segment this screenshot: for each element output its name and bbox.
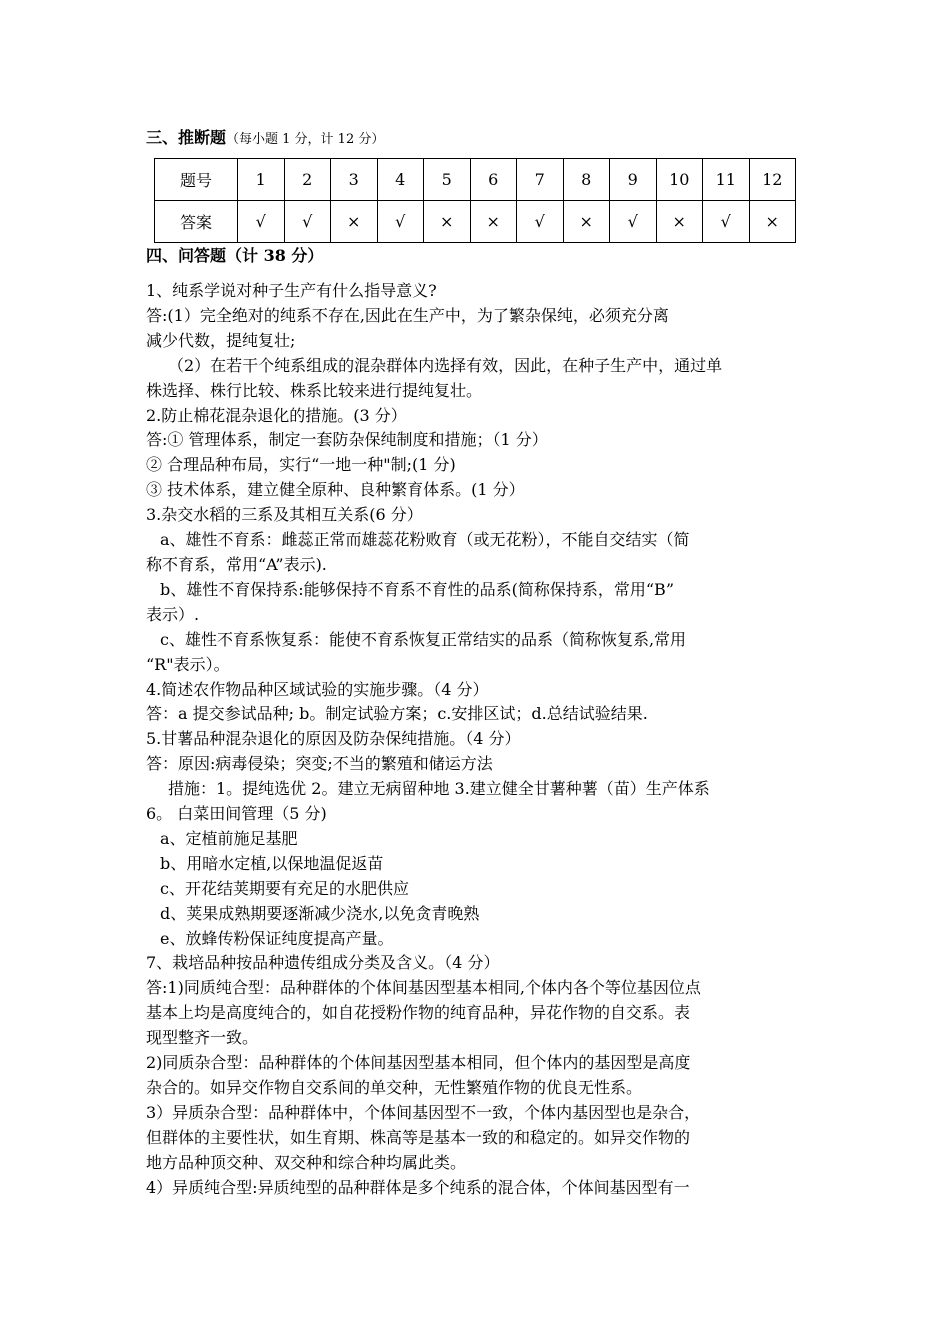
answer-mark: √ xyxy=(517,201,564,243)
answer-mark: √ xyxy=(703,201,750,243)
answer-line: 答：a 提交参试品种; b。制定试验方案；c.安排区试；d.总结试验结果. xyxy=(146,704,648,724)
answer-line: 表示）. xyxy=(146,604,200,624)
row-label-answer: 答案 xyxy=(155,201,238,243)
question-number: 1 xyxy=(238,159,285,201)
answer-line: 答:(1）完全绝对的纯系不存在,因此在生产中，为了繁杂保纯，必须充分离 xyxy=(146,305,669,325)
answer-line: 现型整齐一致。 xyxy=(146,1028,259,1048)
answer-line: 3）异质杂合型：品种群体中，个体间基因型不一致，个体内基因型也是杂合， xyxy=(146,1102,701,1122)
answer-mark: × xyxy=(656,201,703,243)
answer-table-answer-row xyxy=(155,201,796,243)
answer-line: 称不育系，常用“A”表示). xyxy=(146,554,327,574)
row-label-number: 题号 xyxy=(155,159,238,201)
question-line: 2.防止棉花混杂退化的措施。(3 分） xyxy=(146,405,407,425)
question-number: 4 xyxy=(377,159,424,201)
answer-line: 4）异质纯合型:异质纯型的品种群体是多个纯系的混合体，个体间基因型有一 xyxy=(146,1177,690,1197)
question-number: 9 xyxy=(610,159,657,201)
answer-mark: × xyxy=(470,201,517,243)
question-line: 6。 白菜田间管理（5 分) xyxy=(146,804,327,824)
answer-line: 2)同质杂合型：品种群体的个体间基因型基本相同，但个体内的基因型是高度 xyxy=(146,1053,691,1073)
answer-table-number-row xyxy=(155,159,796,201)
answer-mark: √ xyxy=(238,201,285,243)
answer-line: 措施：1。提纯选优 2。建立无病留种地 3.建立健全甘薯种薯（苗）生产体系 xyxy=(168,779,710,799)
question-number: 5 xyxy=(424,159,471,201)
section3-heading xyxy=(146,128,384,150)
answer-mark: √ xyxy=(377,201,424,243)
section3-note: （每小题 1 分，计 12 分） xyxy=(226,132,385,147)
question-number: 2 xyxy=(284,159,331,201)
answer-mark: × xyxy=(331,201,378,243)
section4-heading xyxy=(146,246,323,266)
answer-line: c、开花结荚期要有充足的水肥供应 xyxy=(160,878,409,898)
answer-line: a、定植前施足基肥 xyxy=(160,828,298,848)
answer-line: b、用暗水定植,以保地温促返苗 xyxy=(160,853,384,873)
answer-line: 减少代数，提纯复壮; xyxy=(146,330,296,350)
question-number: 7 xyxy=(517,159,564,201)
question-number: 6 xyxy=(470,159,517,201)
answer-line: e、放蜂传粉保证纯度提高产量。 xyxy=(160,928,394,948)
question-line: 3.杂交水稻的三系及其相互关系(6 分） xyxy=(146,505,423,525)
answer-line: d、荚果成熟期要逐渐减少浇水,以免贪青晚熟 xyxy=(160,903,480,923)
answer-mark: × xyxy=(749,201,796,243)
answer-line: （2）在若干个纯系组成的混杂群体内选择有效，因此，在种子生产中，通过单 xyxy=(168,355,723,375)
answer-line: 杂合的。如异交作物自交系间的单交种，无性繁殖作物的优良无性系。 xyxy=(146,1078,643,1097)
answer-line: 答:1)同质纯合型：品种群体的个体间基因型基本相同,个体内各个等位基因位点 xyxy=(146,978,701,998)
answer-line: 基本上均是高度纯合的，如自花授粉作物的纯育品种，异花作物的自交系。表 xyxy=(146,1003,691,1023)
section3-title: 三、推断题 xyxy=(146,128,227,147)
answer-line: 株选择、株行比较、株系比较来进行提纯复壮。 xyxy=(146,380,483,400)
answer-mark: √ xyxy=(284,201,331,243)
question-number: 12 xyxy=(749,159,796,201)
answer-mark: √ xyxy=(610,201,657,243)
section4-title: 四、问答题（计 38 分） xyxy=(146,246,324,265)
answer-line: b、雄性不育保持系:能够保持不育系不育性的品系(简称保持系，常用“B” xyxy=(160,579,674,599)
answer-mark: × xyxy=(563,201,610,243)
question-number: 11 xyxy=(703,159,750,201)
question-line: 4.简述农作物品种区域试验的实施步骤。（4 分） xyxy=(146,679,489,699)
question-line: 5.甘薯品种混杂退化的原因及防杂保纯措施。（4 分） xyxy=(146,729,521,749)
qa-body xyxy=(146,279,808,1201)
question-line: 7、栽培品种按品种遗传组成分类及含义。（4 分） xyxy=(146,953,500,973)
answer-line: a、雄性不育系：雌蕊正常而雄蕊花粉败育（或无花粉），不能自交结实（简 xyxy=(160,530,690,550)
question-number: 3 xyxy=(331,159,378,201)
question-number: 8 xyxy=(563,159,610,201)
answer-line: 答:① 管理体系，制定一套防杂保纯制度和措施；（1 分） xyxy=(146,430,548,450)
question-line: 1、纯系学说对种子生产有什么指导意义? xyxy=(146,281,437,300)
answer-table xyxy=(154,158,796,243)
answer-line: ② 合理品种布局，实行“一地一种"制;(1 分) xyxy=(146,455,456,475)
answer-line: “R"表示）。 xyxy=(146,654,230,674)
question-number: 10 xyxy=(656,159,703,201)
answer-line: ③ 技术体系，建立健全原种、良种繁育体系。(1 分） xyxy=(146,480,525,500)
answer-line: 地方品种顶交种、双交种和综合种均属此类。 xyxy=(146,1152,467,1172)
answer-line: c、雄性不育系恢复系：能使不育系恢复正常结实的品系（简称恢复系,常用 xyxy=(160,629,687,649)
answer-line: 答：原因:病毒侵染；突变;不当的繁殖和储运方法 xyxy=(146,754,493,774)
answer-mark: × xyxy=(424,201,471,243)
answer-line: 但群体的主要性状，如生育期、株高等是基本一致的和稳定的。如异交作物的 xyxy=(146,1127,691,1147)
